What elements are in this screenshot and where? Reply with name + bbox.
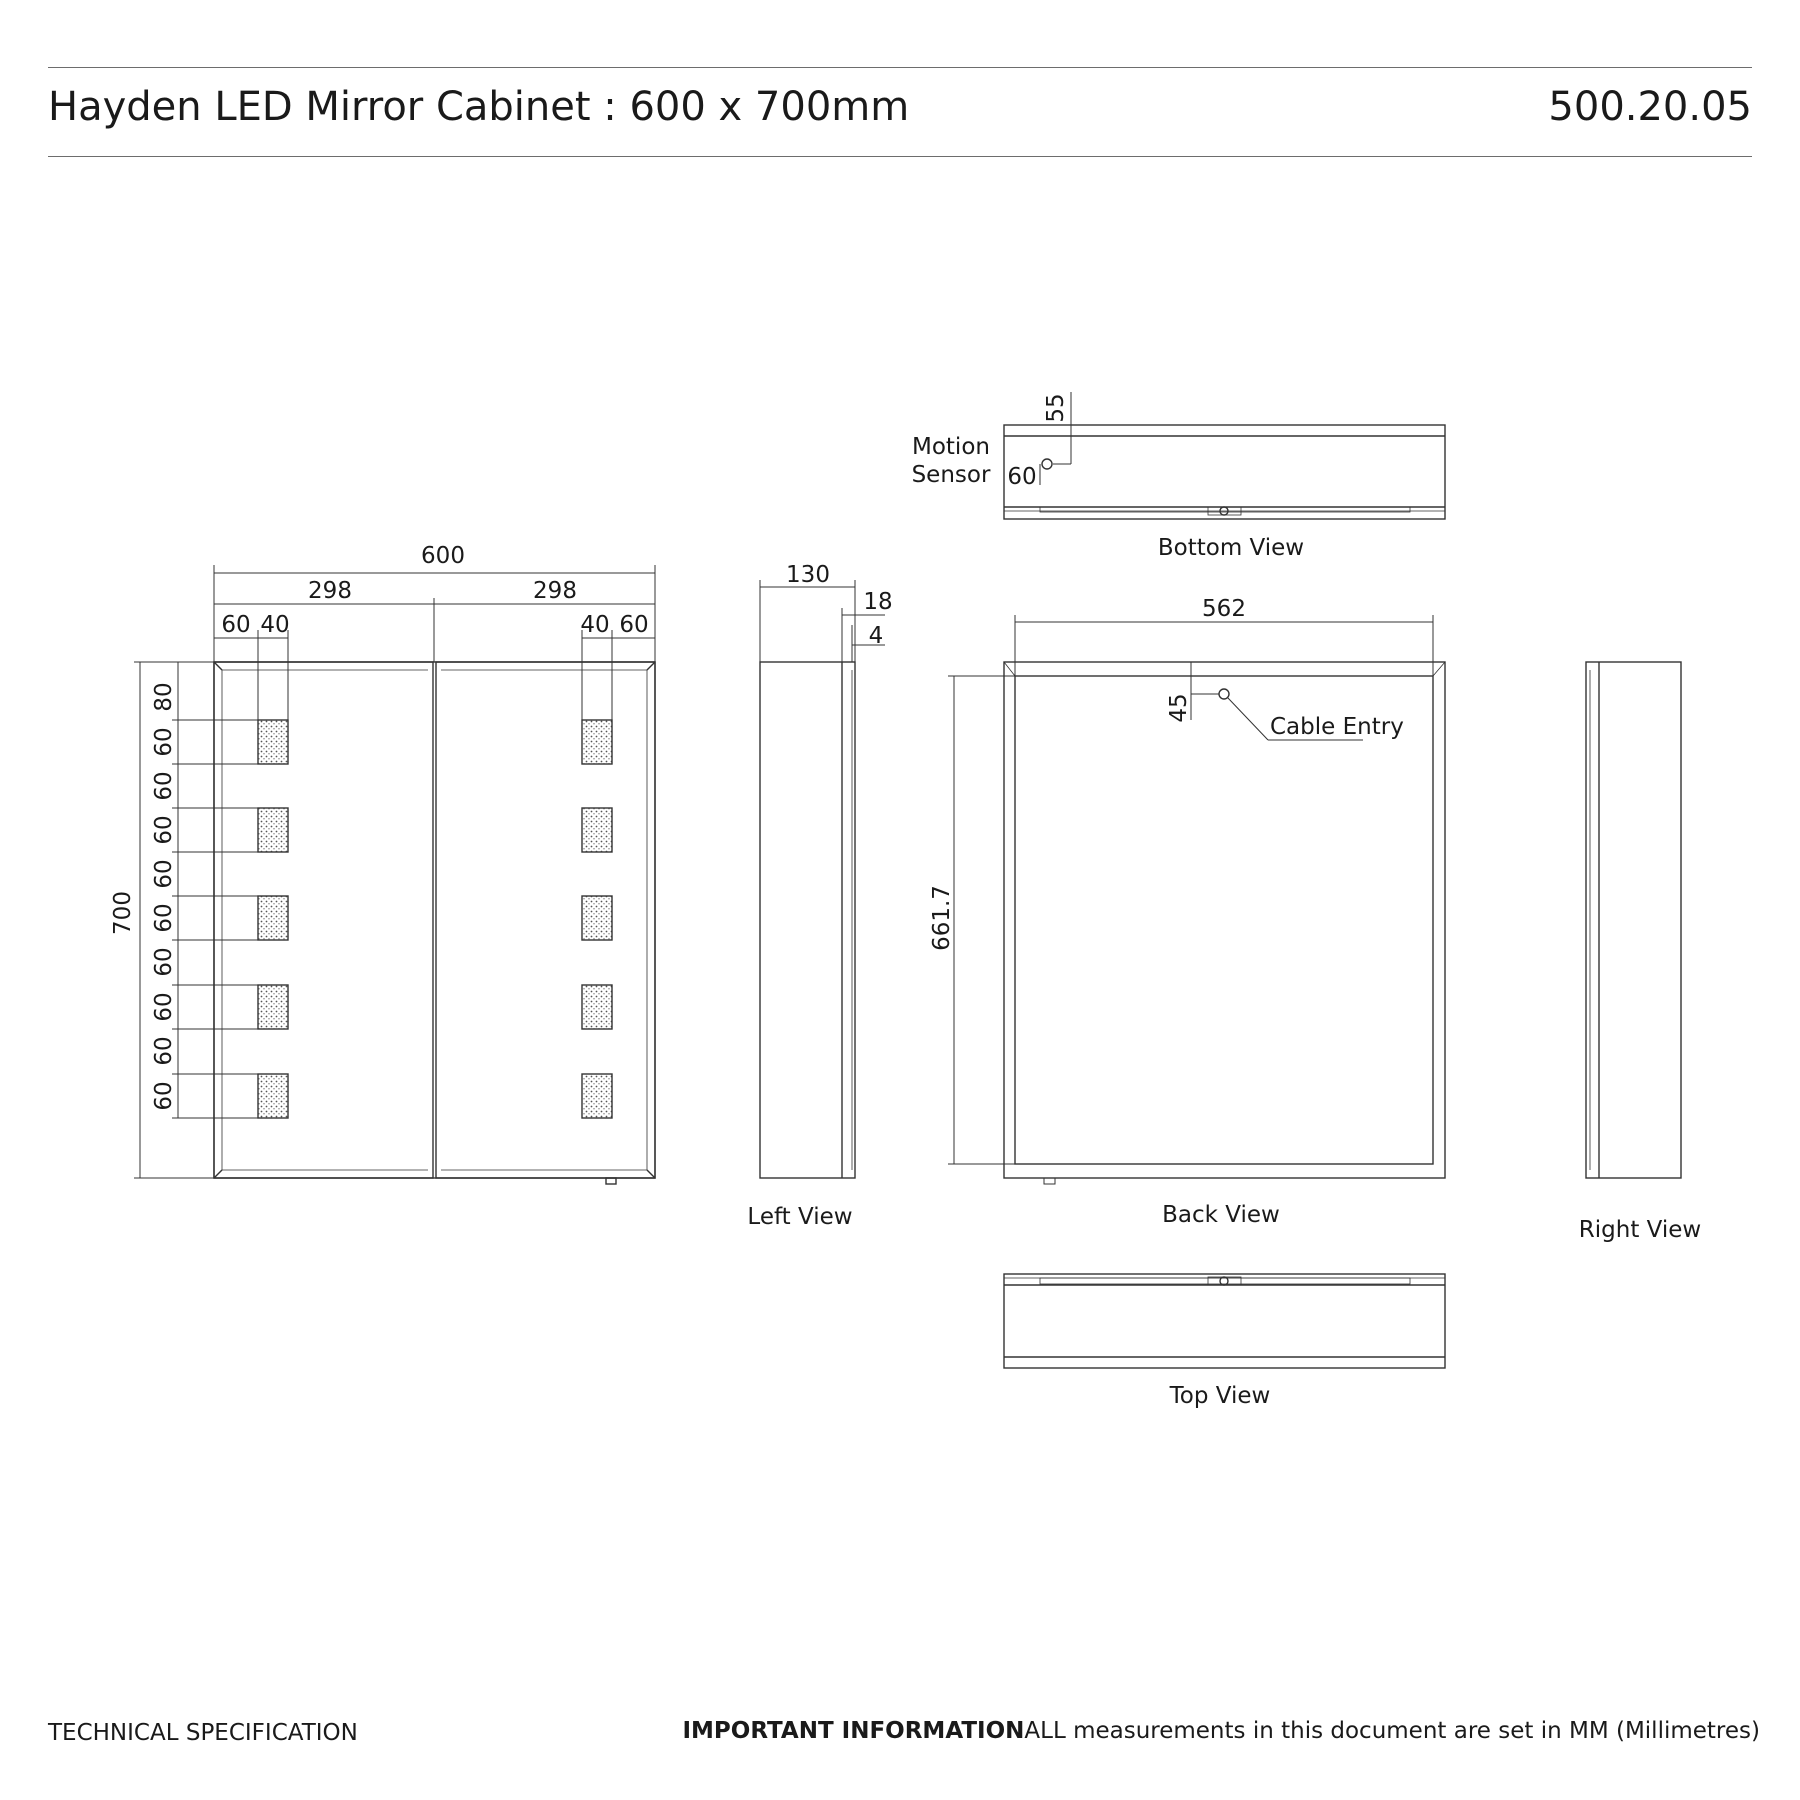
- motion-sensor-label-2: Sensor: [911, 462, 991, 488]
- dim-right-led: 40: [580, 612, 610, 638]
- door-left: [214, 662, 433, 1178]
- dim-left-led: 40: [260, 612, 290, 638]
- left-view-drawing: [760, 662, 855, 1178]
- dim-vertical: 60: [151, 903, 177, 933]
- door-right: [436, 662, 655, 1178]
- led-pad: [582, 720, 612, 764]
- dim-left-depth: 130: [786, 562, 830, 588]
- bottom-view-drawing: [1004, 425, 1445, 519]
- dim-cable-offset: 45: [1166, 693, 1192, 723]
- important-label: IMPORTANT INFORMATION: [682, 1718, 1025, 1744]
- dim-height-total: 700: [110, 891, 136, 935]
- dim-vertical: 60: [151, 815, 177, 845]
- label-back-view: Back View: [1162, 1202, 1280, 1228]
- led-pad: [258, 985, 288, 1029]
- label-left-view: Left View: [747, 1204, 853, 1230]
- dim-vertical: 80: [151, 682, 177, 712]
- front-view: [214, 662, 655, 1184]
- back-view-drawing: [1004, 662, 1445, 1184]
- dim-vertical: 60: [151, 771, 177, 801]
- dim-inner-height: 661.7: [929, 885, 955, 951]
- led-pad: [258, 896, 288, 940]
- label-top-view: Top View: [1169, 1383, 1271, 1409]
- dim-vertical: 60: [151, 727, 177, 757]
- led-pad: [258, 808, 288, 852]
- dim-width-total: 600: [421, 543, 465, 569]
- front-dimension-lines: [134, 565, 655, 1178]
- dim-sensor-offset: 60: [1007, 464, 1037, 490]
- top-view-drawing: [1004, 1274, 1445, 1368]
- dim-vertical: 60: [151, 1081, 177, 1111]
- dim-inner-width: 562: [1202, 596, 1246, 622]
- motion-sensor-nub: [606, 1178, 616, 1184]
- led-pad: [258, 720, 288, 764]
- dim-sensor-depth: 55: [1043, 393, 1069, 423]
- led-pad: [582, 1074, 612, 1118]
- footer-important-information: [682, 1718, 1760, 1744]
- dim-vertical: 60: [151, 1036, 177, 1066]
- led-pad: [582, 985, 612, 1029]
- page-title: Hayden LED Mirror Cabinet : 600 x 700mm: [48, 84, 910, 130]
- right-view-drawing: [1586, 662, 1681, 1178]
- important-text: ALL measurements in this document are set in MM (Millimetres): [1024, 1718, 1760, 1744]
- dim-door-right: 298: [533, 578, 577, 604]
- label-bottom-view: Bottom View: [1157, 535, 1305, 561]
- dim-door-left: 298: [308, 578, 352, 604]
- led-pad: [258, 1074, 288, 1118]
- label-right-view: Right View: [1578, 1217, 1702, 1243]
- dim-right-offset: 60: [619, 612, 649, 638]
- footer-technical-specification: TECHNICAL SPECIFICATION: [48, 1720, 358, 1746]
- dim-left-offset: 60: [221, 612, 251, 638]
- led-pad: [582, 808, 612, 852]
- cable-entry-label: Cable Entry: [1270, 714, 1404, 740]
- dim-vertical: 60: [151, 947, 177, 977]
- dim-door-thickness: 18: [863, 589, 893, 615]
- product-code: 500.20.05: [1548, 84, 1752, 130]
- dim-glass-thickness: 4: [868, 623, 884, 649]
- dim-vertical: 60: [151, 992, 177, 1022]
- led-pad: [582, 896, 612, 940]
- motion-sensor-label: Motion: [912, 434, 990, 460]
- dim-vertical: 60: [151, 859, 177, 889]
